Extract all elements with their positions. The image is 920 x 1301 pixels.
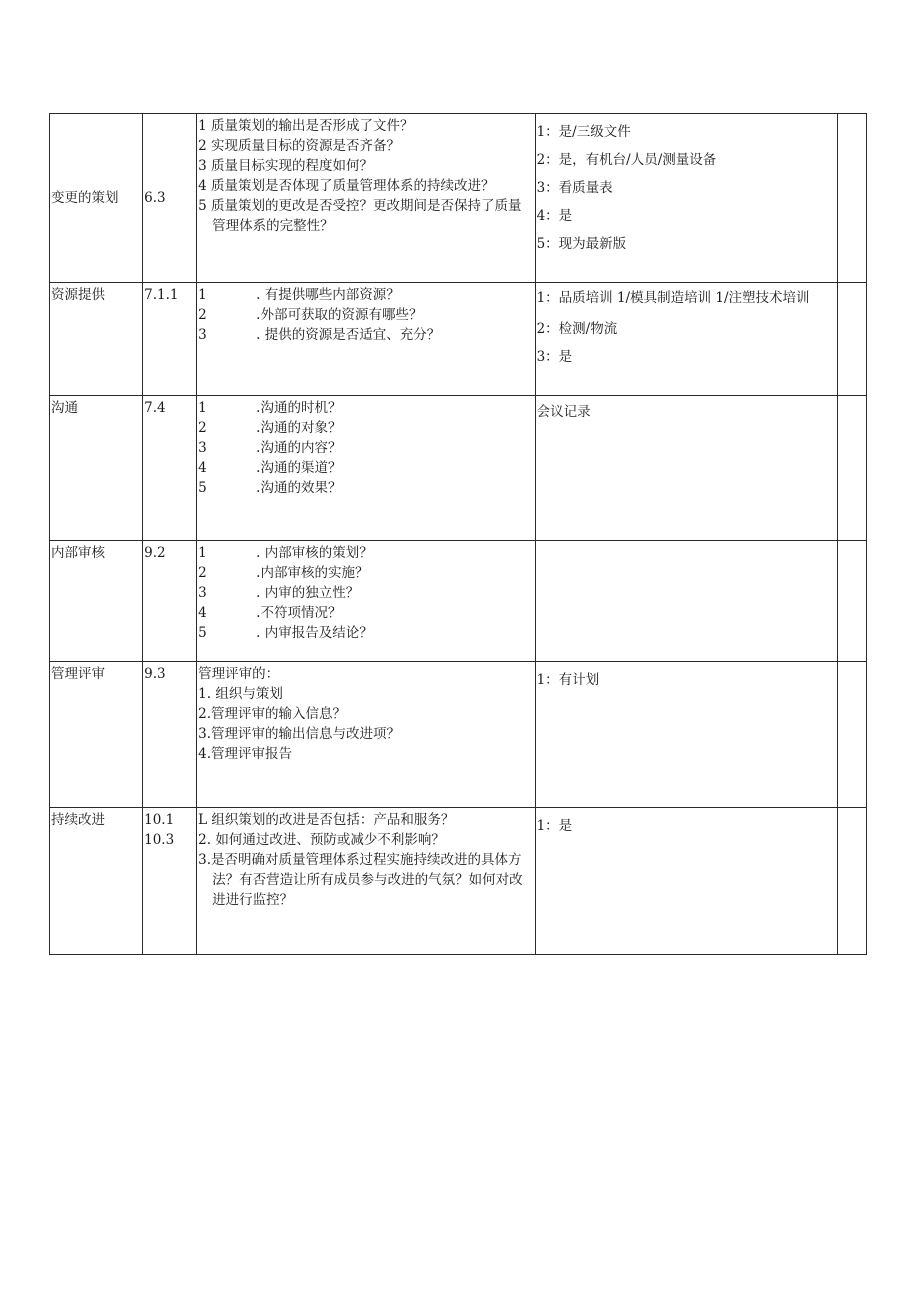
item-name: 变更的策划	[51, 190, 119, 206]
question-text: . 提供的资源是否适宜、充分？	[256, 327, 441, 343]
question-text: .不符项情况？	[256, 605, 342, 621]
remarks-cell	[837, 114, 866, 283]
clause-number: 9.2	[144, 545, 166, 561]
clause-number: 10.3	[144, 832, 175, 848]
remarks-cell	[837, 662, 866, 808]
item-name: 管理评审	[51, 666, 105, 682]
item-cell	[50, 114, 143, 283]
answer: 5：现为最新版	[536, 236, 627, 252]
question	[198, 398, 533, 418]
question: 4 质量策划是否体现了质量管理体系的持续改进？	[198, 178, 495, 194]
remarks-cell	[837, 808, 866, 955]
question-number: 1	[198, 545, 207, 561]
clause-number: 10.1	[144, 812, 175, 828]
clause-cell	[143, 662, 197, 808]
item-name: 资源提供	[51, 287, 105, 303]
item-cell	[50, 396, 143, 541]
question	[198, 458, 533, 478]
question-text: .沟通的渠道？	[256, 460, 342, 476]
item-name: 持续改进	[51, 812, 105, 828]
clause-cell	[143, 283, 197, 396]
remarks-cell	[837, 396, 866, 541]
question-text: . 内审的独立性？	[256, 585, 360, 601]
answer: 会议记录	[536, 404, 591, 420]
clause-number: 6.3	[144, 190, 166, 206]
item-cell	[50, 662, 143, 808]
questions-cell	[197, 283, 535, 396]
question-number: 5	[198, 480, 207, 496]
item-cell	[50, 808, 143, 955]
table-row	[50, 662, 867, 808]
table-row	[50, 114, 867, 283]
question-text: . 内审报告及结论？	[256, 625, 373, 641]
question-number: 1	[198, 287, 207, 303]
questions-cell	[197, 541, 535, 662]
question-text: .沟通的效果？	[256, 480, 342, 496]
clause-number: 7.4	[144, 400, 166, 416]
answer: 1：有计划	[536, 672, 600, 688]
table-row	[50, 541, 867, 662]
question	[198, 563, 533, 583]
question	[198, 583, 533, 603]
question	[198, 478, 533, 498]
questions-cell	[197, 808, 535, 955]
clause-cell	[143, 396, 197, 541]
question-number: 3	[198, 440, 207, 456]
table-row	[50, 808, 867, 955]
answer: 4：是	[536, 208, 573, 224]
answer: 1：是/三级文件	[536, 124, 631, 140]
questions-cell	[197, 396, 535, 541]
item-cell	[50, 283, 143, 396]
question	[198, 418, 533, 438]
clause-cell	[143, 114, 197, 283]
answer: 3：看质量表	[536, 180, 613, 196]
item-cell	[50, 541, 143, 662]
answers-cell	[535, 662, 837, 808]
question: L 组织策划的改进是否包括：产品和服务？	[198, 812, 455, 828]
answer: 1：是	[536, 818, 573, 834]
question-text: . 内部审核的策划？	[256, 545, 373, 561]
audit-checklist-table	[49, 113, 867, 955]
answers-cell	[535, 114, 837, 283]
answers-cell	[535, 396, 837, 541]
question-text: .内部审核的实施？	[256, 565, 369, 581]
question: 2. 如何通过改进、预防或减少不利影响？	[198, 832, 445, 848]
answer: 3：是	[536, 349, 573, 365]
answers-cell	[535, 541, 837, 662]
item-name: 沟通	[51, 400, 78, 416]
question-number: 2	[198, 420, 207, 436]
question-number: 4	[198, 605, 207, 621]
question: 1. 组织与策划	[198, 686, 283, 702]
question: 2 实现质量目标的资源是否齐备？	[198, 138, 401, 154]
answer: 2：是，有机台/人员/测量设备	[536, 152, 717, 168]
question: 3 质量目标实现的程度如何？	[198, 158, 374, 174]
answers-cell	[535, 808, 837, 955]
question-number: 2	[198, 565, 207, 581]
question	[198, 325, 533, 345]
question-text: .沟通的内容？	[256, 440, 342, 456]
question: 2.管理评审的输入信息？	[198, 706, 347, 722]
answer: 1：品质培训 1/模具制造培训 1/注塑技术培训	[536, 290, 810, 306]
question	[198, 623, 533, 643]
question: 3.是否明确对质量管理体系过程实施持续改进的具体方法？有否营造让所有成员参与改进的气氛？如何对改进进行监控？	[198, 852, 523, 908]
clause-number: 9.3	[144, 666, 166, 682]
table-row	[50, 396, 867, 541]
question-text: .外部可获取的资源有哪些？	[256, 307, 423, 323]
questions-cell	[197, 114, 535, 283]
table-row	[50, 283, 867, 396]
remarks-cell	[837, 541, 866, 662]
question-number: 1	[198, 400, 207, 416]
question-number: 3	[198, 327, 207, 343]
question: 1 质量策划的输出是否形成了文件？	[198, 118, 414, 134]
answers-cell	[535, 283, 837, 396]
question-number: 5	[198, 625, 207, 641]
question-number: 4	[198, 460, 207, 476]
question	[198, 285, 533, 305]
item-name: 内部审核	[51, 545, 105, 561]
question	[198, 603, 533, 623]
clause-number: 7.1.1	[144, 287, 179, 303]
question: 管理评审的：	[198, 666, 280, 682]
question: 5 质量策划的更改是否受控？更改期间是否保持了质量管理体系的完整性？	[198, 198, 522, 234]
question-text: . 有提供哪些内部资源？	[256, 287, 400, 303]
question-text: .沟通的时机？	[256, 400, 342, 416]
remarks-cell	[837, 283, 866, 396]
question-text: .沟通的对象？	[256, 420, 342, 436]
questions-cell	[197, 662, 535, 808]
question	[198, 543, 533, 563]
answer: 2：检测/物流	[536, 321, 618, 337]
clause-cell	[143, 808, 197, 955]
clause-cell	[143, 541, 197, 662]
question	[198, 438, 533, 458]
question: 3.管理评审的输出信息与改进项？	[198, 726, 401, 742]
question: 4.管理评审报告	[198, 746, 293, 762]
question-number: 3	[198, 585, 207, 601]
question-number: 2	[198, 307, 207, 323]
question	[198, 305, 533, 325]
